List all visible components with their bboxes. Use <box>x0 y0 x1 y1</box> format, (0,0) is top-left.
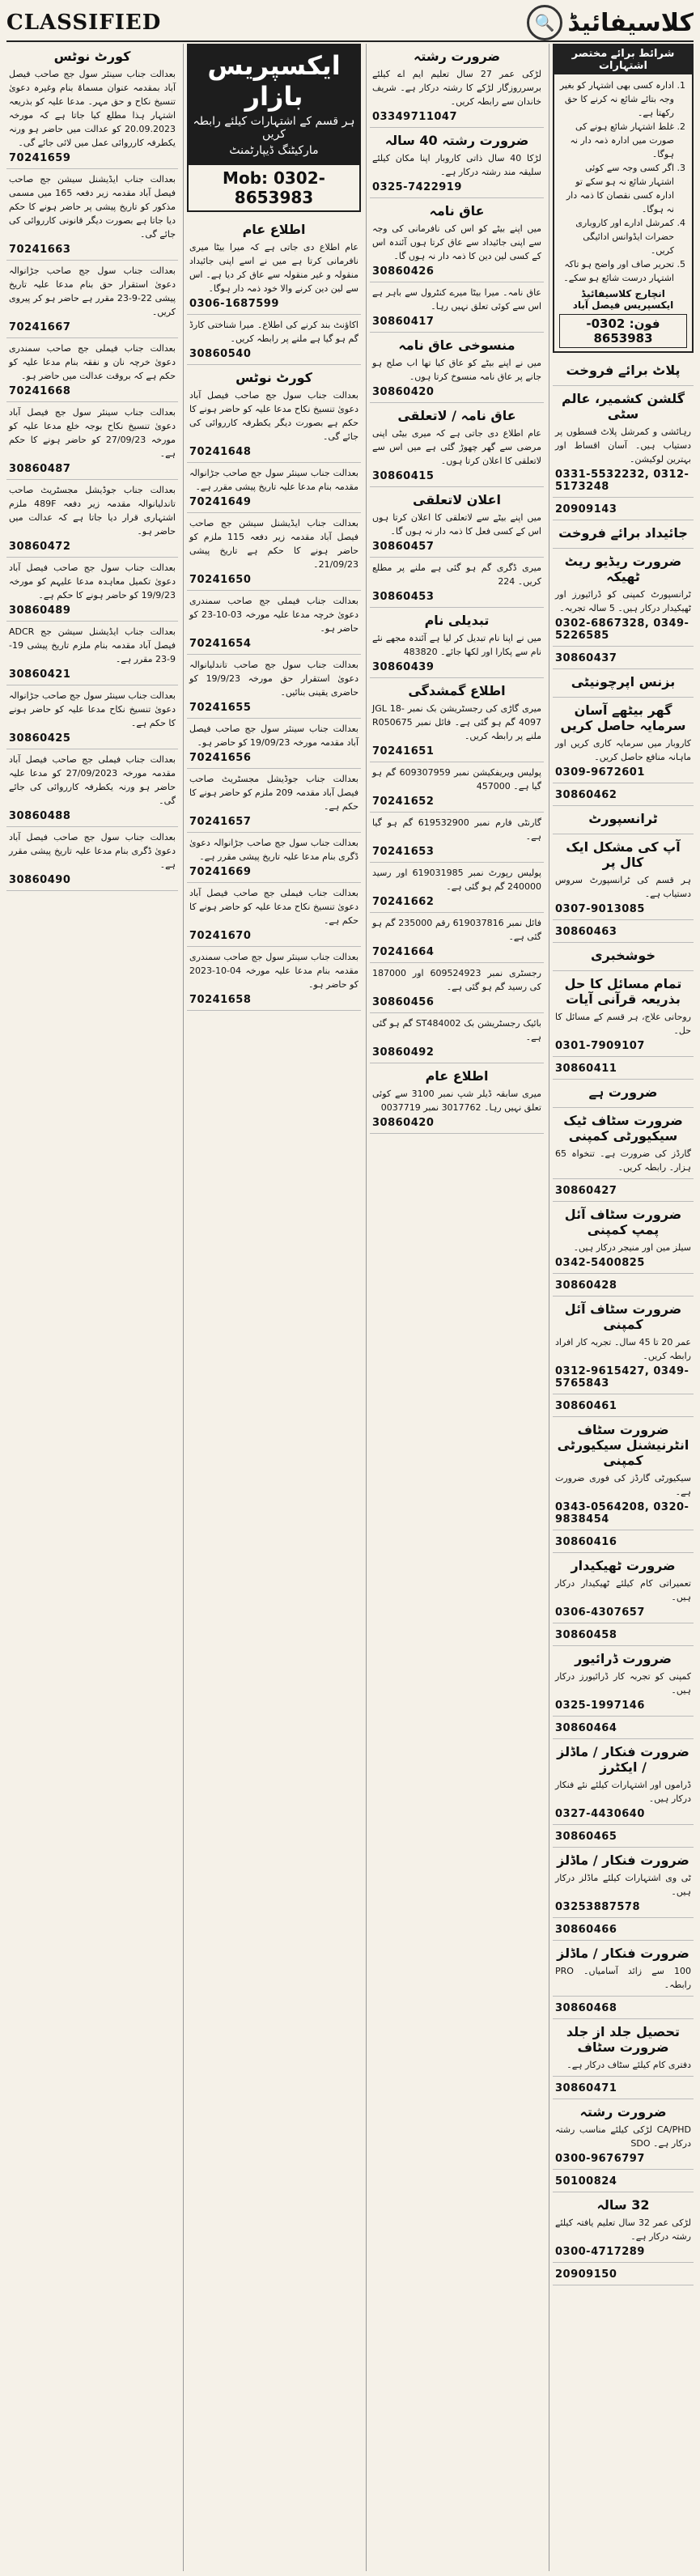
ad-phone: 30860457 <box>372 541 435 553</box>
ad-text: ڈراموں اور اشتہارات کیلئے نئے فنکار درکار ہیں۔ <box>555 1780 691 1804</box>
classified-ad <box>370 608 544 678</box>
classified-ad <box>370 863 544 913</box>
ad-phone: 70241649 <box>189 496 252 508</box>
ad-phone: 30860420 <box>372 386 435 398</box>
classified-ad <box>553 1530 694 1553</box>
classified-ad <box>187 591 361 655</box>
classified-ad <box>6 749 178 827</box>
ad-phone: 30860456 <box>372 996 435 1008</box>
classified-ad <box>187 769 361 833</box>
classified-ad <box>553 1848 694 1918</box>
classified-ad <box>370 282 544 333</box>
ad-text: بعدالت جناب سینئر سول جج فیصل آباد دعویٰ تنسیخ نکاح بوجہ خلع مدعا علیہ کو مورخہ 27/09/23 کو حاضر ہونے کا حکم ہے۔ <box>9 407 176 459</box>
classified-ad <box>553 2099 694 2170</box>
ad-phone: 70241648 <box>189 446 252 458</box>
classified-ad <box>187 463 361 513</box>
ad-phone: 30860472 <box>9 541 71 553</box>
classified-ad <box>370 128 544 198</box>
classified-ad <box>553 498 694 520</box>
ad-phone: 70241656 <box>189 752 252 764</box>
classified-ad <box>553 1179 694 1202</box>
ad-text: ٹی وی اشتہارات کیلئے ماڈلز درکار ہیں۔ <box>555 1873 691 1897</box>
ad-text: پولیس ویریفکیشن نمبر 609307959 گم ہو گیا ہے۔ 457000 <box>372 767 541 791</box>
ad-text: ٹرانسپورٹ کمپنی کو ڈرائیورز اور ٹھیکیدار درکار ہیں۔ 5 سالہ تجربہ۔ <box>555 589 691 613</box>
ad-text: بعدالت جناب ایڈیشنل سیشن جج ADCR فیصل آباد مقدمہ بنام ملزم تاریخ پیشی 19-9-23 مقرر ہے۔ <box>9 626 176 664</box>
classified-ad <box>553 1825 694 1848</box>
classified-ad <box>553 1646 694 1717</box>
ad-phone: 0325-7422919 <box>372 181 462 193</box>
classified-ad <box>553 1202 694 1274</box>
ad-phone: 70241662 <box>372 896 435 908</box>
ad-phone: 0331-5532232, 0312-5173248 <box>555 469 689 493</box>
ad-phone: 0325-1997146 <box>555 1700 645 1712</box>
ad-text: گارنٹی فارم نمبر 619532900 گم ہو گیا ہے۔ <box>372 817 541 842</box>
ad-text: عمر 20 تا 45 سال۔ تجربہ کار افراد رابطہ کریں۔ <box>555 1337 691 1361</box>
classified-ad <box>553 1553 694 1623</box>
ad-phone: 30860439 <box>372 661 435 673</box>
ad-phone: 30860415 <box>372 470 435 482</box>
ad-heading: تحصیل جلد از جلد ضرورت سٹاف <box>566 2024 681 2055</box>
ad-heading: ضرورت ہے <box>588 1084 658 1100</box>
classified-ad <box>553 669 694 698</box>
classified-ad <box>6 338 178 402</box>
ad-text: اکاؤنٹ بند کرنے کی اطلاع۔ میرا شناختی کارڈ گم ہو گیا ہے ملنے پر رابطہ کریں۔ <box>189 320 358 344</box>
ad-text: کمپنی کو تجربہ کار ڈرائیورز درکار ہیں۔ <box>555 1671 691 1695</box>
ad-heading: گلشن کشمیر، عالم سٹی <box>561 391 685 422</box>
classified-ad <box>553 1108 694 1179</box>
classified-ad <box>370 678 544 762</box>
ad-phone: 30860416 <box>555 1536 617 1548</box>
ad-phone: 30860468 <box>555 2002 617 2014</box>
banner-title: ایکسپریس بازار <box>207 50 341 112</box>
ad-heading: بزنس اپرچونیٹی <box>571 674 676 690</box>
classified-ad <box>553 1997 694 2019</box>
classified-ad <box>187 365 361 463</box>
ad-text: فائل نمبر 619037816 رقم 235000 گم ہو گئی ہے۔ <box>372 918 541 942</box>
masthead <box>6 5 694 42</box>
classified-ad <box>370 333 544 403</box>
ad-phone: 30860428 <box>555 1280 617 1292</box>
classified-ad <box>553 1080 694 1108</box>
classified-ad <box>553 358 694 386</box>
express-bazaar-banner <box>187 44 361 163</box>
ad-heading: ضرورت ٹھیکیدار <box>571 1558 676 1573</box>
classified-ad <box>553 971 694 1057</box>
ad-phone: 30860420 <box>372 1117 435 1129</box>
ad-heading: ٹرانسپورٹ <box>588 811 658 826</box>
masthead-right <box>527 5 694 40</box>
ad-text: عام اطلاع دی جاتی ہے کہ میرا بیٹا میری نافرمانی کرتا ہے میں نے اسے اپنی جائیداد منقولہ و غیر منقولہ سے عاق کر دیا ہے۔ اس سے لین دین کرنے والا خود ذمہ دار ہوگا۔ <box>189 242 358 294</box>
ad-phone: 70241667 <box>9 321 71 333</box>
ad-phone: 30860462 <box>555 789 617 801</box>
ad-phone: 0327-4430640 <box>555 1808 645 1820</box>
ad-text: بعدالت جناب فیملی جج صاحب فیصل آباد دعویٰ تنسیخ نکاح مدعا علیہ کو حاضر ہونے کا حکم ہے۔ <box>189 888 358 926</box>
rules-phone: فون: 0302-8653983 <box>559 314 687 348</box>
ad-phone: 70241670 <box>189 930 252 942</box>
ad-text: کاروبار میں سرمایہ کاری کریں اور ماہانہ منافع حاصل کریں۔ <box>555 738 691 762</box>
ad-heading: عاق نامہ <box>429 203 485 219</box>
ad-text: بعدالت جناب سول جج صاحب فیصل آباد دعویٰ تنسیخ نکاح مدعا علیہ کو حاضر ہونے کا حکم ہے بصورت دیگر یکطرفہ کارروائی کی جائے گی۔ <box>189 390 358 442</box>
ad-phone: 30860540 <box>189 348 252 360</box>
ad-text: بعدالت جناب سول جج صاحب جڑانوالہ دعویٰ ڈگری بنام مدعا علیہ تاریخ پیشی مقرر ہے۔ <box>189 838 358 862</box>
classified-ad <box>553 1417 694 1530</box>
ad-heading: منسوخی عاق نامہ <box>398 337 515 353</box>
ad-heading: خوشخبری <box>591 948 655 963</box>
ad-text: CA/PHD لڑکی کیلئے مناسب رشتہ درکار ہے۔ SDO <box>555 2124 691 2149</box>
banner-dept: مارکیٹنگ ڈیپارٹمنٹ <box>229 144 319 157</box>
ad-heading: تمام مسائل کا حل بذریعہ قرآنی آیات <box>564 976 682 1007</box>
ad-phone: 70241657 <box>189 816 252 828</box>
ad-phone: 20909150 <box>555 2268 617 2281</box>
classified-ad <box>6 622 178 685</box>
ad-phone: 70241658 <box>189 994 252 1006</box>
ad-text: تعمیراتی کام کیلئے ٹھیکیدار درکار ہیں۔ <box>555 1578 691 1602</box>
ad-phone: 70241650 <box>189 574 252 586</box>
ad-heading: ضرورت رشتہ <box>579 2104 667 2120</box>
ad-phone: 30860464 <box>555 1722 617 1734</box>
ad-heading: اطلاع عام <box>242 222 306 237</box>
ad-phone: 30860465 <box>555 1831 617 1843</box>
classified-ad <box>553 2077 694 2099</box>
ad-text: بعدالت جناب سول جج صاحب فیصل آباد دعویٰ ڈگری بنام مدعا علیہ تاریخ پیشی مقرر ہے۔ <box>9 832 176 870</box>
rule-item: 2. غلط اشتہار شائع ہونے کی صورت میں ادارہ ذمہ دار نہ ہوگا۔ <box>559 120 674 161</box>
classified-ad <box>370 487 544 558</box>
classified-ad <box>553 1918 694 1941</box>
ad-phone: 30860492 <box>372 1046 435 1059</box>
ad-heading: تبدیلی نام <box>424 613 490 628</box>
classified-ad <box>553 698 694 783</box>
classified-ad <box>553 1623 694 1646</box>
ad-text: میری ڈگری گم ہو گئی ہے ملنے پر مطلع کریں۔ 224 <box>372 562 541 587</box>
ad-phone: 30860411 <box>555 1063 617 1075</box>
classified-ad <box>370 558 544 608</box>
ad-phone: 30860437 <box>555 652 617 664</box>
ad-text: روحانی علاج، ہر قسم کے مسائل کا حل۔ <box>555 1012 691 1036</box>
ad-text: بعدالت جناب سینئر سول جج صاحب فیصل آباد مقدمہ مورخہ 19/09/23 کو حاضر ہو۔ <box>189 724 358 748</box>
classified-ad <box>370 963 544 1013</box>
classified-ad <box>187 513 361 591</box>
classified-ad <box>553 1394 694 1417</box>
rules-title: شرائط برائے مختصر اشتہارات <box>554 45 692 74</box>
classified-ad <box>370 1013 544 1063</box>
ad-phone: 30860489 <box>9 605 71 617</box>
classified-ad <box>553 834 694 920</box>
ad-heading: ضرورت فنکار / ماڈلز <box>557 1946 689 1961</box>
ad-phone: 30860421 <box>9 668 71 681</box>
ad-phone: 70241668 <box>9 385 71 397</box>
ad-phone: 30860471 <box>555 2082 617 2094</box>
classified-ad <box>6 827 178 891</box>
ad-phone: 0300-9676797 <box>555 2153 645 2165</box>
classified-ad <box>187 217 361 315</box>
rules-box <box>553 44 694 353</box>
ad-text: میں اپنے بیٹے سے لاتعلقی کا اعلان کرتا ہوں اس کے کسی فعل کا ذمہ دار نہ ہوں گا۔ <box>372 512 541 537</box>
ad-text: 100 سے زائد آسامیاں۔ PRO رابطہ۔ <box>555 1966 691 1990</box>
ad-text: میری گاڑی کی رجسٹریشن بک نمبر JGL 18-4097 گم ہو گئی ہے۔ فائل نمبر R050675 ملنے پر رابطہ کریں۔ <box>372 703 541 741</box>
ad-text: میری سابقہ ڈیلر شپ نمبر 3100 سے کوئی تعلق نہیں رہا۔ 3017762 نمبر 0037719 <box>372 1089 541 1113</box>
ad-text: سیکیورٹی گارڈز کی فوری ضرورت ہے۔ <box>555 1473 691 1497</box>
classified-ad <box>187 655 361 719</box>
ad-text: بعدالت جناب سول جج صاحب فیصل آباد دعویٰ تکمیل معاہدہ مدعا علیہم کو مورخہ 19/9/23 کو حاضر ہونے کا حکم ہے۔ <box>9 562 176 601</box>
classified-ad <box>187 719 361 769</box>
ad-text: بعدالت جناب سینئر سول جج صاحب سمندری مقدمہ بنام مدعا علیہ مورخہ 04-10-2023 کو حاضر ہو۔ <box>189 952 358 990</box>
ad-heading: ضرورت ریڈیو ریٹ ٹھیکہ <box>564 554 682 584</box>
ad-phone: 50100824 <box>555 2175 617 2188</box>
ad-phone: 30860458 <box>555 1629 617 1641</box>
columns <box>6 44 694 2571</box>
ad-heading: ضرورت رشتہ 40 سالہ <box>384 133 529 148</box>
classified-ad <box>553 806 694 834</box>
ad-text: ہر قسم کی ٹرانسپورٹ سروس دستیاب ہے۔ <box>555 875 691 899</box>
rule-item: 5. تحریر صاف اور واضح ہو تاکہ اشتہار درست شائع ہو سکے۔ <box>559 257 674 285</box>
ad-phone: 30860487 <box>9 463 71 475</box>
ad-phone: 70241651 <box>372 745 435 758</box>
classified-ad <box>553 2170 694 2192</box>
magnifier-icon: 🔍 <box>527 5 562 40</box>
classified-ad <box>553 1717 694 1739</box>
classified-ad <box>553 1274 694 1296</box>
ad-heading: ضرورت سٹاف ٹیک سیکیورٹی کمپنی <box>563 1113 683 1144</box>
classified-ad <box>187 315 361 365</box>
ad-phone: 30860466 <box>555 1924 617 1936</box>
banner-mobile: Mob: 0302-8653983 <box>187 163 361 212</box>
ad-text: بعدالت جناب جوڈیشل مجسٹریٹ صاحب تاندلیانوالہ مقدمہ زیر دفعہ 489F ملزم اشتہاری قرار دیا جاتا ہے کہ عدالت میں حاضر ہو۔ <box>9 485 176 537</box>
ad-phone: 70241652 <box>372 796 435 808</box>
classified-ad <box>553 2019 694 2077</box>
ad-text: لڑکا 40 سال ذاتی کاروبار اپنا مکان کیلئے سلیقہ مند رشتہ درکار ہے۔ <box>372 153 541 177</box>
ad-phone: 0302-6867328, 0349-5226585 <box>555 617 689 642</box>
classified-ad <box>553 920 694 943</box>
classified-ad <box>553 1057 694 1080</box>
ad-heading: عاق نامہ / لاتعلقی <box>397 408 516 423</box>
column-4-ads <box>553 358 694 2285</box>
classified-ad <box>6 44 178 169</box>
ad-heading: ضرورت فنکار / ماڈلز / ایکٹرز <box>557 1744 689 1775</box>
column-3 <box>366 44 544 2571</box>
ad-text: میں نے اپنے بیٹے کو عاق کیا تھا اب صلح ہو جانے پر عاق نامہ منسوخ کرتا ہوں۔ <box>372 358 541 382</box>
classified-ad <box>187 883 361 947</box>
ad-phone: 30860427 <box>555 1185 617 1197</box>
ad-text: بعدالت جناب فیملی جج صاحب سمندری دعویٰ خرچہ نان و نفقہ بنام مدعا علیہ کو حکم ہے کہ بروقت عدالت میں حاضر ہو۔ <box>9 343 176 381</box>
ad-text: بعدالت جناب سینئر سول جج صاحب جڑانوالہ مقدمہ بنام مدعا علیہ تاریخ پیشی مقرر ہے۔ <box>189 468 358 492</box>
ad-heading: ضرورت سٹاف آئل کمپنی <box>564 1301 682 1332</box>
ad-text: رجسٹری نمبر 609524923 اور 187000 کی رسید گم ہو گئی ہے۔ <box>372 968 541 992</box>
ad-phone: 70241659 <box>9 152 71 164</box>
ad-heading: ضرورت رشتہ <box>413 49 501 64</box>
classified-ad <box>6 685 178 749</box>
ad-phone: 30860425 <box>9 732 71 745</box>
ad-phone: 0343-0564208, 0320-9838454 <box>555 1501 689 1526</box>
ad-text: عام اطلاع دی جاتی ہے کہ میری بیٹی اپنی مرضی سے گھر چھوڑ گئی ہے میں اس سے لاتعلقی کا اعلان کرتا ہوں۔ <box>372 428 541 466</box>
classified-ad <box>187 833 361 883</box>
ad-phone: 0309-9672601 <box>555 766 645 779</box>
ad-phone: 03253887578 <box>555 1901 640 1913</box>
classified-ad <box>553 2192 694 2263</box>
ad-phone: 0306-4307657 <box>555 1606 645 1619</box>
classified-ad <box>370 813 544 863</box>
ad-phone: 30860453 <box>372 591 435 603</box>
ad-text: بعدالت جناب فیملی جج صاحب سمندری دعویٰ خرچہ مدعا علیہ مورخہ 03-10-23 کو حاضر ہو۔ <box>189 596 358 634</box>
rule-item: 1. ادارہ کسی بھی اشتہار کو بغیر وجہ بتائے شائع نہ کرنے کا حق رکھتا ہے۔ <box>559 79 674 120</box>
classified-ad <box>553 1296 694 1394</box>
masthead-right-title: کلاسیفائیڈ <box>567 8 694 37</box>
classified-ad <box>6 480 178 558</box>
column-4 <box>549 44 694 2571</box>
ad-heading: کورٹ نوٹس <box>235 370 312 385</box>
ad-heading: ضرورت سٹاف انٹرنیشنل سیکیورٹی کمپنی <box>557 1422 689 1468</box>
ad-heading: جائیداد برائے فروخت <box>558 525 688 541</box>
classified-ad <box>553 783 694 806</box>
ad-text: میں اپنے بیٹے کو اس کی نافرمانی کی وجہ سے اپنی جائیداد سے عاق کرتا ہوں آئندہ اس کے کسی لین دین کا ذمہ دار نہ ہوں گا۔ <box>372 223 541 261</box>
ad-phone: 70241664 <box>372 946 435 958</box>
ad-text: رہائشی و کمرشل پلاٹ قسطوں پر دستیاب ہیں۔ آسان اقساط اور بہترین لوکیشن۔ <box>555 427 691 465</box>
ad-text: پولیس رپورٹ نمبر 619031985 اور رسید 240000 گم ہو گئی ہے۔ <box>372 868 541 892</box>
classified-ad <box>553 549 694 647</box>
ad-text: بعدالت جناب سینئر سول جج صاحب فیصل آباد بمقدمہ عنوان مسماۃ بنام وغیرہ دعویٰ تنسیخ نکاح و حق مہر۔ مدعا علیہ کو بذریعہ اشتہار ہذا مطلع کیا جاتا ہے کہ مورخہ 20.09.2023 کو عدالت میں حاضر ہو ورنہ یکطرفہ کارروائی عمل میں لائی جائے گی۔ <box>9 69 176 148</box>
ad-text: لڑکی عمر 27 سال تعلیم ایم اے کیلئے برسرروزگار لڑکے کا رشتہ درکار ہے۔ شریف خاندان سے رابطہ کریں۔ <box>372 69 541 107</box>
ad-heading: آپ کی مشکل ایک کال پر <box>566 839 681 870</box>
ad-heading: اطلاع گمشدگی <box>408 683 506 698</box>
ad-phone: 0312-9615427, 0349-5765843 <box>555 1365 689 1390</box>
ad-text: گارڈز کی ضرورت ہے۔ تنخواہ 65 ہزار۔ رابطہ کریں۔ <box>555 1148 691 1173</box>
ad-phone: 30860426 <box>372 265 435 278</box>
ad-phone: 70241653 <box>372 846 435 858</box>
ad-phone: 30860417 <box>372 316 435 328</box>
ad-text: لڑکی عمر 32 سال تعلیم یافتہ کیلئے رشتہ درکار ہے۔ <box>555 2217 691 2242</box>
ad-text: بعدالت جناب سول جج صاحب تاندلیانوالہ دعویٰ استقرار حق مورخہ 19/9/23 کو حاضری یقینی بنائیں۔ <box>189 660 358 698</box>
ad-phone: 30860490 <box>9 874 71 886</box>
rules-list <box>559 79 687 285</box>
ad-phone: 03349711047 <box>372 111 457 123</box>
ad-phone: 0300-4717289 <box>555 2246 645 2258</box>
banner-subtitle: ہر قسم کے اشتہارات کیلئے رابطہ کریں <box>193 115 355 141</box>
classified-ad <box>370 1063 544 1134</box>
masthead-left-title: CLASSIFIED <box>6 11 162 35</box>
ad-text: عاق نامہ۔ میرا بیٹا میرے کنٹرول سے باہر ہے اس سے کوئی تعلق نہیں رہا۔ <box>372 287 541 312</box>
classified-ad <box>6 402 178 480</box>
ad-phone: 30860488 <box>9 810 71 822</box>
ad-phone: 30860463 <box>555 926 617 938</box>
classified-ad <box>370 198 544 282</box>
ad-phone: 70241669 <box>189 866 252 878</box>
ad-heading: پلاٹ برائے فروخت <box>566 363 681 378</box>
ad-text: دفتری کام کیلئے سٹاف درکار ہے۔ <box>566 2060 691 2070</box>
ad-heading: کورٹ نوٹس <box>53 49 131 64</box>
classified-ad <box>553 943 694 971</box>
ad-phone: 70241654 <box>189 638 252 650</box>
ad-phone: 70241655 <box>189 702 252 714</box>
ad-phone: 70241663 <box>9 244 71 256</box>
classified-ad <box>370 913 544 963</box>
ad-text: میں نے اپنا نام تبدیل کر لیا ہے آئندہ مجھے نئے نام سے پکارا اور لکھا جائے۔ 483820 <box>372 633 541 657</box>
classified-ad <box>553 386 694 498</box>
ad-heading: اطلاع عام <box>425 1068 489 1084</box>
ad-text: بعدالت جناب سول جج صاحب جڑانوالہ دعویٰ استقرار حق بنام مدعا علیہ تاریخ پیشی 22-9-23 مقرر ہے حاضر ہو کر پیروی کریں۔ <box>9 265 176 317</box>
rule-item: 3. اگر کسی وجہ سے کوئی اشتہار شائع نہ ہو سکے تو ادارہ کسی نقصان کا ذمہ دار نہ ہوگا۔ <box>559 161 674 216</box>
ad-phone: 0301-7909107 <box>555 1040 645 1052</box>
column-2-ads <box>187 217 361 1011</box>
rules-footer: انچارج کلاسیفائیڈ ایکسپریس فیصل آباد <box>572 288 674 311</box>
classified-ad <box>370 403 544 487</box>
ad-text: بعدالت جناب ایڈیشنل سیشن جج صاحب فیصل آباد مقدمہ زیر دفعہ 165 میں مسمی مذکور کو تاریخ پیشی پر حاضر ہونے کا حکم دیا جاتا ہے بصورت دیگر قانونی کارروائی کی جائے گی۔ <box>9 174 176 240</box>
classified-ad <box>553 520 694 549</box>
classified-ad <box>6 261 178 338</box>
classified-ad <box>6 169 178 261</box>
ad-text: بعدالت جناب ایڈیشنل سیشن جج صاحب فیصل آباد مقدمہ زیر دفعہ 115 ملزم کو حاضر ہونے کا حکم ہے تاریخ پیشی 21/09/23۔ <box>189 518 359 570</box>
classified-ad <box>187 947 361 1011</box>
rule-item: 4. کمرشل ادارے اور کاروباری حضرات ایڈوانس ادائیگی کریں۔ <box>559 216 674 257</box>
ad-phone: 20909143 <box>555 503 617 516</box>
classified-ad <box>553 1941 694 1997</box>
ad-text: سیلز مین اور منیجر درکار ہیں۔ <box>573 1242 691 1253</box>
ad-heading: ضرورت سٹاف آئل پمپ کمپنی <box>564 1207 682 1237</box>
ad-text: بعدالت جناب سینئر سول جج صاحب جڑانوالہ دعویٰ تنسیخ نکاح مدعا علیہ کو حاضر ہونے کا حکم ہے۔ <box>8 690 176 728</box>
classified-ad <box>6 558 178 622</box>
ad-heading: گھر بیٹھے آسان سرمایہ حاصل کریں <box>560 702 686 733</box>
column-1 <box>6 44 178 2571</box>
ad-heading: ضرورت فنکار / ماڈلز <box>557 1852 689 1868</box>
ad-phone: 0342-5400825 <box>555 1257 645 1269</box>
classified-ad <box>370 44 544 128</box>
ad-heading: اعلان لاتعلقی <box>413 492 501 507</box>
classified-ad <box>553 2263 694 2285</box>
ad-phone: 0307-9013085 <box>555 903 645 915</box>
classified-ad <box>553 1739 694 1825</box>
column-2 <box>183 44 361 2571</box>
ad-phone: 30860461 <box>555 1400 617 1412</box>
ad-text: بائیک رجسٹریشن بک ST484002 گم ہو گئی ہے۔ <box>372 1018 541 1042</box>
classified-ad <box>370 762 544 813</box>
ad-text: بعدالت جناب جوڈیشل مجسٹریٹ صاحب فیصل آباد مقدمہ 209 ملزم کو حاضر ہونے کا حکم ہے۔ <box>189 774 359 812</box>
classified-ad <box>553 647 694 669</box>
ad-phone: 0306-1687599 <box>189 298 279 310</box>
ad-heading: ضرورت ڈرائیور <box>575 1651 672 1666</box>
ad-heading: 32 سالہ <box>596 2197 650 2213</box>
ad-text: بعدالت جناب فیملی جج صاحب فیصل آباد مقدمہ مورخہ 27/09/2023 کو مدعا علیہ حاضر ہو ورنہ یکطرفہ کارروائی کی جائے گی۔ <box>9 754 176 806</box>
